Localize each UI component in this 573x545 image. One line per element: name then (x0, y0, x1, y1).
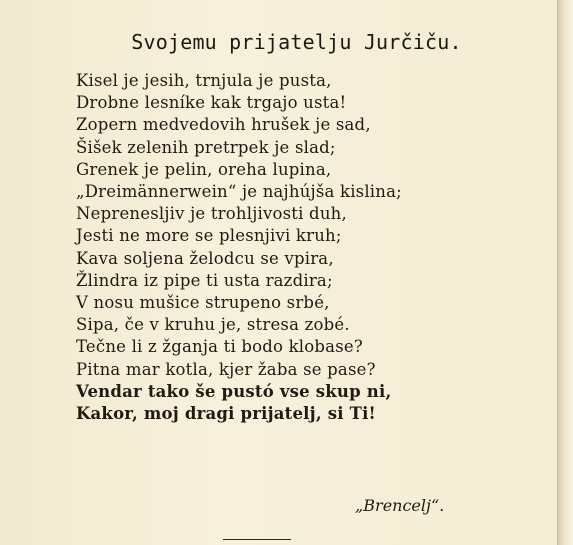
poem-line: Tečne li z žganja ti bodo klobase? (76, 337, 363, 357)
section-divider (223, 539, 291, 540)
poem-line: Neprenesljiv je trohljivosti duh, (76, 204, 347, 224)
poem-line: Drobne lesníke kak trgajo usta! (76, 93, 347, 113)
poem-line: „Dreimännerwein“ je najhújša kislina; (76, 182, 402, 202)
poem-line-bold: Kakor, moj dragi prijatelj, si Ti! (76, 404, 376, 424)
poem-line: Grenek je pelin, oreha lupina, (76, 159, 332, 179)
poem-line: Kava soljena želodcu se vpira, (76, 248, 334, 268)
poem-body (76, 70, 536, 425)
poem-title: Svojemu prijatelju Jurčiču. (131, 30, 462, 54)
poem-line: Žlindra iz pipe ti usta razdira; (76, 270, 333, 290)
poem-line-bold: Vendar tako še pustó vse skup ni, (76, 381, 392, 401)
author-signature: „Brencelj“. (355, 496, 445, 515)
poem-line: Sipa, če v kruhu je, stresa zobé. (76, 315, 350, 335)
poem-line: Pitna mar kotla, kjer žaba se pase? (76, 359, 376, 379)
poem-line: Kisel je jesih, trnjula je pusta, (76, 71, 332, 90)
poem-line: Zopern medvedovih hrušek je sad, (76, 115, 371, 135)
poem-line: Šišek zelenih pretrpek je slad; (76, 137, 336, 157)
page-edge (557, 0, 573, 545)
poem-line: Jesti ne more se plesnjivi kruh; (76, 226, 342, 246)
poem-line: V nosu mušice strupeno srbé, (76, 293, 330, 313)
